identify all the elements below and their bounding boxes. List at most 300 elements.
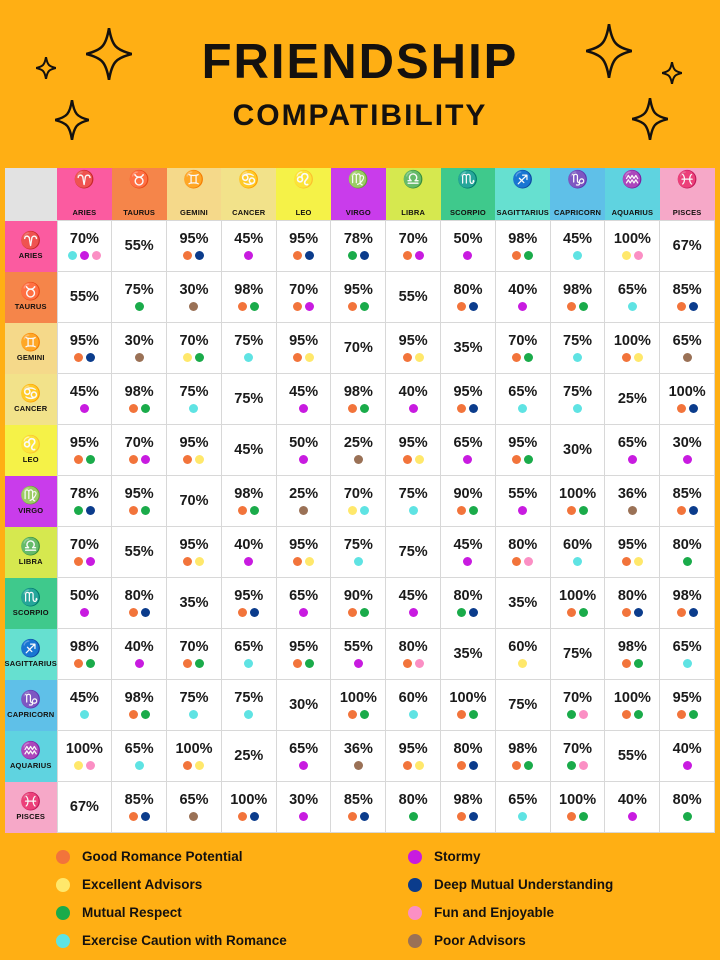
cell-percent: 80% xyxy=(617,587,647,604)
cell-percent: 65% xyxy=(289,740,319,757)
cell-dots xyxy=(605,505,659,515)
compatibility-cell xyxy=(167,374,222,425)
dot-green xyxy=(634,710,643,719)
dot-pink xyxy=(92,251,101,260)
cell-dots xyxy=(112,760,166,770)
dot-orange xyxy=(457,761,466,770)
cell-percent: 25% xyxy=(289,485,319,502)
cell-percent: 95% xyxy=(343,281,373,298)
cell-percent: 35% xyxy=(453,339,483,356)
cell-dots xyxy=(496,658,550,668)
table-row xyxy=(5,425,715,476)
compatibility-cell xyxy=(276,221,331,272)
dot-cyan xyxy=(683,659,692,668)
dot-green xyxy=(579,608,588,617)
cell-percent: 95% xyxy=(508,434,538,451)
cell-percent: 100% xyxy=(559,791,597,808)
dot-orange xyxy=(74,455,83,464)
cell-dots xyxy=(58,658,112,668)
dot-orange xyxy=(512,761,521,770)
cell-dots xyxy=(551,505,605,515)
cell-percent: 80% xyxy=(672,536,702,553)
cell-percent: 70% xyxy=(398,230,428,247)
dot-cyan xyxy=(244,353,253,362)
compatibility-cell xyxy=(112,578,167,629)
row-header-label: LEO xyxy=(22,455,39,464)
cell-percent: 98% xyxy=(563,281,593,298)
cell-dots xyxy=(331,301,385,311)
dot-orange xyxy=(129,710,138,719)
dot-cyan xyxy=(573,404,582,413)
dot-yellow xyxy=(622,251,631,260)
dot-green xyxy=(360,710,369,719)
compatibility-cell xyxy=(331,578,386,629)
legend-dot-icon xyxy=(56,878,70,892)
cell-percent: 75% xyxy=(508,696,538,713)
dot-brown xyxy=(683,353,692,362)
cell-dots xyxy=(112,505,166,515)
row-header-label: TAURUS xyxy=(14,302,47,311)
dot-orange xyxy=(457,710,466,719)
dot-green xyxy=(195,353,204,362)
column-header-label: CAPRICORN xyxy=(553,208,602,217)
compatibility-cell xyxy=(605,782,660,833)
zodiac-glyph-icon: ♍ xyxy=(347,170,369,189)
table-row xyxy=(5,578,715,629)
zodiac-glyph-icon: ♊ xyxy=(20,333,42,352)
dot-orange xyxy=(348,404,357,413)
dot-orange xyxy=(74,659,83,668)
table-row xyxy=(5,323,715,374)
legend-label: Excellent Advisors xyxy=(82,877,203,892)
dot-orange xyxy=(677,404,686,413)
compatibility-cell xyxy=(167,272,222,323)
compatibility-cell xyxy=(167,476,222,527)
cell-dots xyxy=(386,454,440,464)
dot-purple xyxy=(80,404,89,413)
compatibility-cell xyxy=(221,731,276,782)
cell-dots xyxy=(496,301,550,311)
cell-percent: 40% xyxy=(398,383,428,400)
cell-dots xyxy=(386,760,440,770)
column-header-cancer xyxy=(221,168,276,221)
compatibility-table-wrapper xyxy=(5,168,715,833)
cell-dots xyxy=(496,505,550,515)
dot-purple xyxy=(683,761,692,770)
row-header-label: AQUARIUS xyxy=(9,761,52,770)
cell-dots xyxy=(58,403,112,413)
dot-cyan xyxy=(518,404,527,413)
dot-green xyxy=(524,455,533,464)
cell-percent: 80% xyxy=(508,536,538,553)
cell-dots xyxy=(551,352,605,362)
dot-green xyxy=(360,302,369,311)
compatibility-cell xyxy=(550,374,605,425)
cell-percent: 75% xyxy=(398,485,428,502)
compatibility-cell xyxy=(441,578,496,629)
compatibility-cell xyxy=(276,782,331,833)
dot-green xyxy=(469,710,478,719)
cell-percent: 45% xyxy=(398,587,428,604)
table-row xyxy=(5,221,715,272)
compatibility-cell xyxy=(660,323,715,374)
compatibility-cell xyxy=(386,680,441,731)
dot-orange xyxy=(129,812,138,821)
compatibility-cell xyxy=(331,476,386,527)
dot-green xyxy=(141,506,150,515)
dot-brown xyxy=(299,506,308,515)
row-header-libra xyxy=(5,527,57,578)
cell-percent: 90% xyxy=(453,485,483,502)
dot-yellow xyxy=(415,761,424,770)
cell-percent: 75% xyxy=(343,536,373,553)
dot-green xyxy=(567,710,576,719)
cell-percent: 95% xyxy=(179,434,209,451)
compatibility-cell xyxy=(331,323,386,374)
compatibility-cell xyxy=(167,629,222,680)
compatibility-cell xyxy=(331,629,386,680)
dot-purple xyxy=(518,506,527,515)
compatibility-cell xyxy=(167,578,222,629)
page-subtitle: COMPATIBILITY xyxy=(232,98,488,132)
compatibility-cell xyxy=(550,323,605,374)
dot-cyan xyxy=(68,251,77,260)
dot-orange xyxy=(457,812,466,821)
cell-dots xyxy=(331,556,385,566)
compatibility-cell xyxy=(276,374,331,425)
table-row xyxy=(5,374,715,425)
compatibility-cell xyxy=(605,374,660,425)
cell-percent: 65% xyxy=(453,434,483,451)
dot-orange xyxy=(183,761,192,770)
compatibility-cell xyxy=(605,272,660,323)
compatibility-cell xyxy=(276,680,331,731)
dot-purple xyxy=(135,659,144,668)
compatibility-cell xyxy=(441,425,496,476)
dot-green xyxy=(579,302,588,311)
compatibility-cell xyxy=(276,527,331,578)
cell-percent: 95% xyxy=(234,587,264,604)
cell-dots xyxy=(496,403,550,413)
column-header-scorpio xyxy=(441,168,496,221)
dot-yellow xyxy=(634,557,643,566)
compatibility-cell xyxy=(441,476,496,527)
cell-dots xyxy=(660,709,714,719)
compatibility-cell xyxy=(57,272,112,323)
cell-percent: 75% xyxy=(179,383,209,400)
dot-green xyxy=(250,302,259,311)
dot-orange xyxy=(512,251,521,260)
compatibility-cell xyxy=(495,323,550,374)
dot-purple xyxy=(463,557,472,566)
legend-item xyxy=(0,849,360,864)
cell-percent: 100% xyxy=(449,689,487,706)
cell-dots xyxy=(660,403,714,413)
compatibility-cell xyxy=(57,629,112,680)
dot-orange xyxy=(238,608,247,617)
cell-dots xyxy=(496,811,550,821)
compatibility-cell xyxy=(441,374,496,425)
row-header-label: LIBRA xyxy=(18,557,43,566)
cell-dots xyxy=(496,556,550,566)
table-row xyxy=(5,272,715,323)
compatibility-cell xyxy=(605,425,660,476)
zodiac-glyph-icon: ♌ xyxy=(20,435,42,454)
cell-dots xyxy=(112,301,166,311)
compatibility-cell xyxy=(221,629,276,680)
column-header-pisces xyxy=(660,168,715,221)
dot-orange xyxy=(403,251,412,260)
cell-percent: 70% xyxy=(69,230,99,247)
cell-percent: 98% xyxy=(69,638,99,655)
dot-navy xyxy=(86,506,95,515)
dot-orange xyxy=(183,557,192,566)
compatibility-cell xyxy=(57,476,112,527)
compatibility-cell xyxy=(331,527,386,578)
dot-cyan xyxy=(573,557,582,566)
row-header-aquarius xyxy=(5,731,57,782)
dot-orange xyxy=(348,710,357,719)
column-header-leo xyxy=(276,168,331,221)
dot-navy xyxy=(469,812,478,821)
dot-green xyxy=(567,761,576,770)
dot-cyan xyxy=(628,302,637,311)
cell-percent: 80% xyxy=(398,638,428,655)
cell-dots xyxy=(551,301,605,311)
cell-dots xyxy=(605,709,659,719)
dot-orange xyxy=(457,404,466,413)
zodiac-glyph-icon: ♒ xyxy=(20,741,42,760)
cell-percent: 98% xyxy=(508,230,538,247)
compatibility-cell xyxy=(495,374,550,425)
compatibility-cell xyxy=(386,527,441,578)
cell-dots xyxy=(551,709,605,719)
dot-yellow xyxy=(305,353,314,362)
cell-dots xyxy=(277,352,331,362)
cell-dots xyxy=(167,250,221,260)
cell-percent: 40% xyxy=(508,281,538,298)
compatibility-cell xyxy=(660,782,715,833)
cell-dots xyxy=(605,811,659,821)
cell-dots xyxy=(551,760,605,770)
dot-navy xyxy=(360,812,369,821)
sparkle-icon-medium xyxy=(55,100,89,140)
cell-dots xyxy=(58,505,112,515)
compatibility-cell xyxy=(550,221,605,272)
dot-purple xyxy=(244,557,253,566)
cell-dots xyxy=(441,454,495,464)
cell-dots xyxy=(660,352,714,362)
cell-dots xyxy=(660,760,714,770)
cell-dots xyxy=(331,658,385,668)
dot-navy xyxy=(689,608,698,617)
compatibility-cell xyxy=(605,476,660,527)
compatibility-cell xyxy=(386,782,441,833)
dot-brown xyxy=(189,302,198,311)
compatibility-cell xyxy=(386,425,441,476)
cell-dots xyxy=(277,301,331,311)
cell-dots xyxy=(496,760,550,770)
cell-percent: 30% xyxy=(124,332,154,349)
cell-percent: 95% xyxy=(69,434,99,451)
cell-dots xyxy=(551,556,605,566)
dot-purple xyxy=(80,251,89,260)
cell-dots xyxy=(222,811,276,821)
cell-percent: 65% xyxy=(508,383,538,400)
cell-percent: 55% xyxy=(124,543,154,560)
cell-percent: 70% xyxy=(179,638,209,655)
dot-yellow xyxy=(634,353,643,362)
cell-percent: 85% xyxy=(124,791,154,808)
dot-navy xyxy=(305,251,314,260)
compatibility-cell xyxy=(605,629,660,680)
row-header-label: CANCER xyxy=(14,404,48,413)
dot-navy xyxy=(689,506,698,515)
cell-percent: 35% xyxy=(453,645,483,662)
cell-dots xyxy=(660,658,714,668)
row-header-capricorn xyxy=(5,680,57,731)
dot-navy xyxy=(634,608,643,617)
column-header-label: TAURUS xyxy=(123,208,156,217)
compatibility-cell xyxy=(605,527,660,578)
cell-dots xyxy=(660,811,714,821)
cell-percent: 65% xyxy=(234,638,264,655)
dot-green xyxy=(86,455,95,464)
compatibility-cell xyxy=(660,527,715,578)
cell-percent: 70% xyxy=(563,740,593,757)
cell-percent: 75% xyxy=(234,689,264,706)
compatibility-cell xyxy=(221,272,276,323)
compatibility-cell xyxy=(386,374,441,425)
compatibility-cell xyxy=(112,629,167,680)
cell-percent: 80% xyxy=(398,791,428,808)
cell-dots xyxy=(167,403,221,413)
cell-dots xyxy=(277,658,331,668)
compatibility-cell xyxy=(331,680,386,731)
column-header-sagittarius xyxy=(495,168,550,221)
cell-dots xyxy=(605,454,659,464)
row-header-label: VIRGO xyxy=(18,506,44,515)
compatibility-cell xyxy=(221,323,276,374)
compatibility-cell xyxy=(495,527,550,578)
cell-percent: 90% xyxy=(343,587,373,604)
cell-dots xyxy=(167,556,221,566)
row-header-taurus xyxy=(5,272,57,323)
row-header-scorpio xyxy=(5,578,57,629)
dot-purple xyxy=(299,404,308,413)
compatibility-cell xyxy=(550,629,605,680)
zodiac-glyph-icon: ♏ xyxy=(457,170,479,189)
dot-orange xyxy=(74,353,83,362)
compatibility-cell xyxy=(167,425,222,476)
cell-percent: 25% xyxy=(617,390,647,407)
table-header-row xyxy=(5,168,715,221)
compatibility-cell xyxy=(112,323,167,374)
dot-green xyxy=(579,812,588,821)
cell-percent: 80% xyxy=(453,740,483,757)
cell-dots xyxy=(441,556,495,566)
column-header-label: ARIES xyxy=(72,208,97,217)
cell-percent: 95% xyxy=(453,383,483,400)
dot-orange xyxy=(567,506,576,515)
cell-dots xyxy=(222,709,276,719)
compatibility-cell xyxy=(57,374,112,425)
compatibility-cell xyxy=(550,731,605,782)
cell-percent: 65% xyxy=(672,638,702,655)
row-header-label: PISCES xyxy=(16,812,46,821)
cell-dots xyxy=(277,607,331,617)
cell-percent: 78% xyxy=(343,230,373,247)
row-header-label: ARIES xyxy=(18,251,43,260)
legend-dot-icon xyxy=(408,878,422,892)
compatibility-cell xyxy=(550,680,605,731)
cell-dots xyxy=(660,607,714,617)
legend-label: Poor Advisors xyxy=(434,933,526,948)
compatibility-cell xyxy=(441,680,496,731)
dot-pink xyxy=(634,251,643,260)
cell-percent: 95% xyxy=(179,536,209,553)
cell-percent: 40% xyxy=(617,791,647,808)
row-header-label: SAGITTARIUS xyxy=(4,659,57,668)
dot-cyan xyxy=(354,557,363,566)
dot-cyan xyxy=(189,404,198,413)
cell-percent: 85% xyxy=(672,485,702,502)
cell-dots xyxy=(167,658,221,668)
cell-dots xyxy=(605,301,659,311)
cell-percent: 75% xyxy=(234,332,264,349)
cell-dots xyxy=(167,709,221,719)
cell-percent: 55% xyxy=(508,485,538,502)
cell-percent: 95% xyxy=(398,434,428,451)
dot-orange xyxy=(293,557,302,566)
cell-percent: 55% xyxy=(124,237,154,254)
legend-dot-icon xyxy=(56,934,70,948)
dot-navy xyxy=(689,302,698,311)
compatibility-cell xyxy=(386,476,441,527)
zodiac-glyph-icon: ♌ xyxy=(293,170,315,189)
compatibility-cell xyxy=(550,782,605,833)
dot-navy xyxy=(141,608,150,617)
dot-purple xyxy=(463,251,472,260)
cell-percent: 70% xyxy=(563,689,593,706)
dot-orange xyxy=(293,659,302,668)
dot-green xyxy=(141,404,150,413)
cell-percent: 100% xyxy=(613,332,651,349)
cell-percent: 98% xyxy=(234,485,264,502)
column-header-virgo xyxy=(331,168,386,221)
dot-brown xyxy=(354,455,363,464)
compatibility-cell xyxy=(441,221,496,272)
compatibility-cell xyxy=(605,221,660,272)
compatibility-cell xyxy=(660,374,715,425)
zodiac-glyph-icon: ♒ xyxy=(621,170,643,189)
cell-percent: 75% xyxy=(234,390,264,407)
compatibility-cell xyxy=(331,425,386,476)
dot-green xyxy=(524,251,533,260)
cell-dots xyxy=(277,760,331,770)
cell-dots xyxy=(496,454,550,464)
cell-dots xyxy=(167,811,221,821)
dot-purple xyxy=(299,761,308,770)
compatibility-cell xyxy=(660,629,715,680)
dot-navy xyxy=(195,251,204,260)
compatibility-cell xyxy=(112,476,167,527)
cell-percent: 98% xyxy=(617,638,647,655)
zodiac-glyph-icon: ♋ xyxy=(20,384,42,403)
cell-percent: 60% xyxy=(508,638,538,655)
dot-cyan xyxy=(409,506,418,515)
cell-percent: 65% xyxy=(672,332,702,349)
